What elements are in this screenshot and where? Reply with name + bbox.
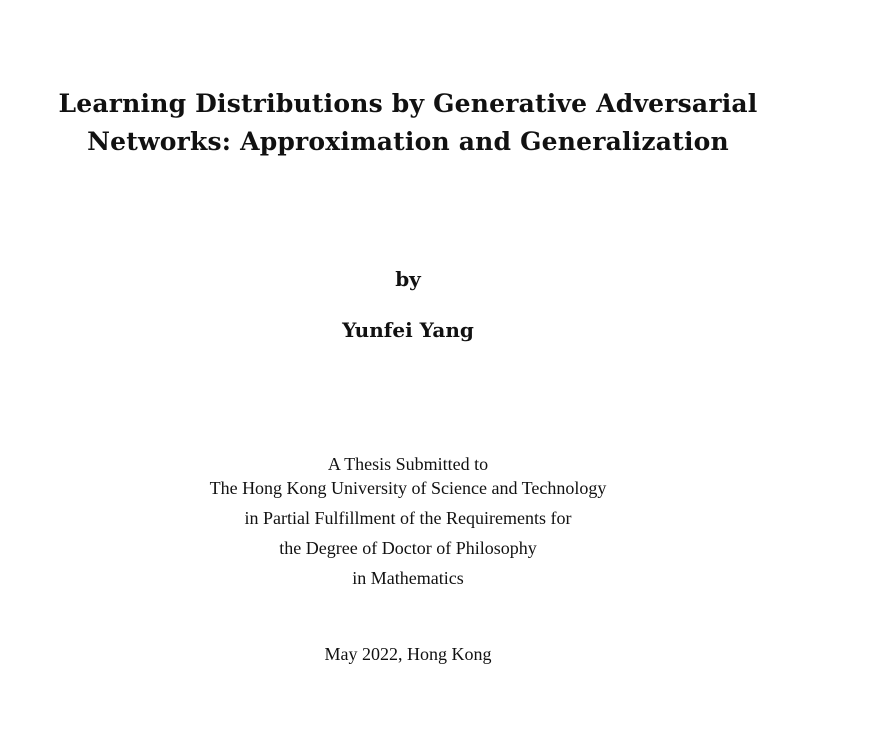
author-name: Yunfei Yang (342, 318, 474, 342)
thesis-title-line-1: Learning Distributions by Generative Adversarial (58, 89, 758, 118)
university-line: The Hong Kong University of Science and Technology (209, 478, 607, 498)
submission-line: A Thesis Submitted to (327, 454, 489, 474)
by-label: by (395, 267, 421, 291)
date-place: May 2022, Hong Kong (324, 644, 492, 664)
requirements-line: in Partial Fulfillment of the Requirements for (244, 508, 572, 528)
thesis-title-line-2: Networks: Approximation and Generalization (87, 127, 729, 156)
submission-statement (0, 452, 816, 596)
subject-line: in Mathematics (352, 568, 464, 588)
degree-line: the Degree of Doctor of Philosophy (279, 538, 537, 558)
